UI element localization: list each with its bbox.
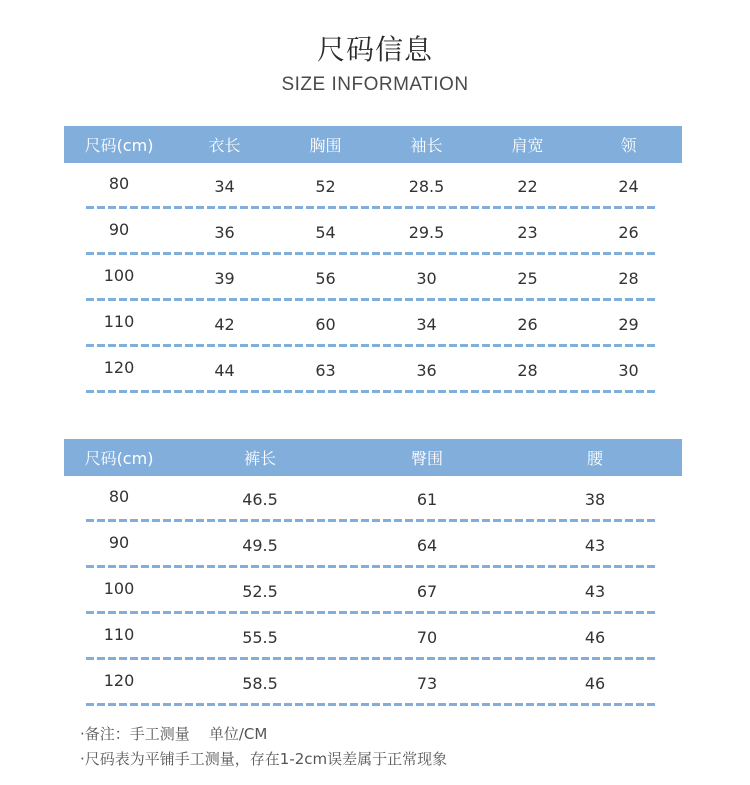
header-length: 衣长 [208,136,241,155]
table-row [64,255,682,301]
table-cell: 26 [517,314,538,334]
table-cell: 64 [416,535,438,555]
table-cell: 43 [584,581,606,601]
table-cell: 55.5 [242,627,278,647]
table-cell: 80 [108,173,130,193]
table-cell: 38 [584,489,606,509]
table-cell: 39 [214,268,235,288]
table-cell: 28.5 [408,176,445,196]
table-row [64,347,682,393]
note-line: ·尺码表为平铺手工测量，存在1-2cm误差属于正常现象 [80,750,448,768]
table-cell: 56 [315,268,336,288]
table-cell: 46.5 [242,489,278,509]
table-row [64,163,682,209]
table-row [64,522,682,568]
table-cell: 24 [618,176,639,196]
table-row [64,209,682,255]
table-cell: 58.5 [242,673,278,693]
header-size: 尺码(cm) [84,136,154,155]
table-cell: 100 [103,578,135,598]
table-cell: 100 [103,265,135,285]
table-row [64,476,682,522]
note-line: ·备注：手工测量 单位/CM [80,725,268,743]
bottom-size-table [64,439,682,706]
table-row [64,614,682,660]
table-cell: 67 [416,581,438,601]
header-waist: 腰 [586,449,603,468]
table-cell: 110 [103,624,135,644]
header-chest: 胸围 [309,136,342,155]
table-cell: 70 [416,627,438,647]
table-cell: 34 [416,314,437,334]
table-cell: 60 [315,314,336,334]
table-cell: 23 [517,222,538,242]
table-row [64,660,682,706]
table-cell: 61 [416,489,438,509]
table-cell: 28 [517,360,538,380]
table-cell: 52.5 [242,581,278,601]
table-cell: 34 [214,176,235,196]
table-cell: 46 [584,673,606,693]
header-collar: 领 [620,136,637,155]
page-title: 尺码信息 [316,33,433,66]
table-cell: 80 [108,486,130,506]
table-cell: 42 [214,314,235,334]
table-cell: 30 [618,360,639,380]
table-cell: 120 [103,670,135,690]
header-size: 尺码(cm) [84,449,154,468]
header-pants-length: 裤长 [243,449,276,468]
header-hip: 臀围 [410,449,443,468]
table-cell: 52 [315,176,336,196]
notes [80,722,447,772]
table-cell: 63 [315,360,336,380]
table-cell: 25 [517,268,538,288]
table-cell: 90 [108,532,130,552]
table-cell: 110 [103,311,135,331]
table-header [64,126,682,163]
table-cell: 73 [416,673,438,693]
table-cell: 49.5 [242,535,278,555]
page-subtitle: SIZE INFORMATION [281,74,469,95]
table-cell: 90 [108,219,130,239]
table-cell: 44 [214,360,235,380]
table-header [64,439,682,476]
table-cell: 36 [416,360,437,380]
header-shoulder: 肩宽 [511,136,544,155]
table-cell: 28 [618,268,639,288]
table-cell: 30 [416,268,437,288]
table-cell: 120 [103,357,135,377]
table-cell: 36 [214,222,235,242]
top-size-table [64,126,682,393]
table-cell: 26 [618,222,639,242]
table-row [64,301,682,347]
table-cell: 22 [517,176,538,196]
table-row [64,568,682,614]
table-cell: 46 [584,627,606,647]
table-cell: 29.5 [408,222,445,242]
header-sleeve: 袖长 [410,136,443,155]
table-cell: 29 [618,314,639,334]
table-cell: 54 [315,222,336,242]
table-cell: 43 [584,535,606,555]
